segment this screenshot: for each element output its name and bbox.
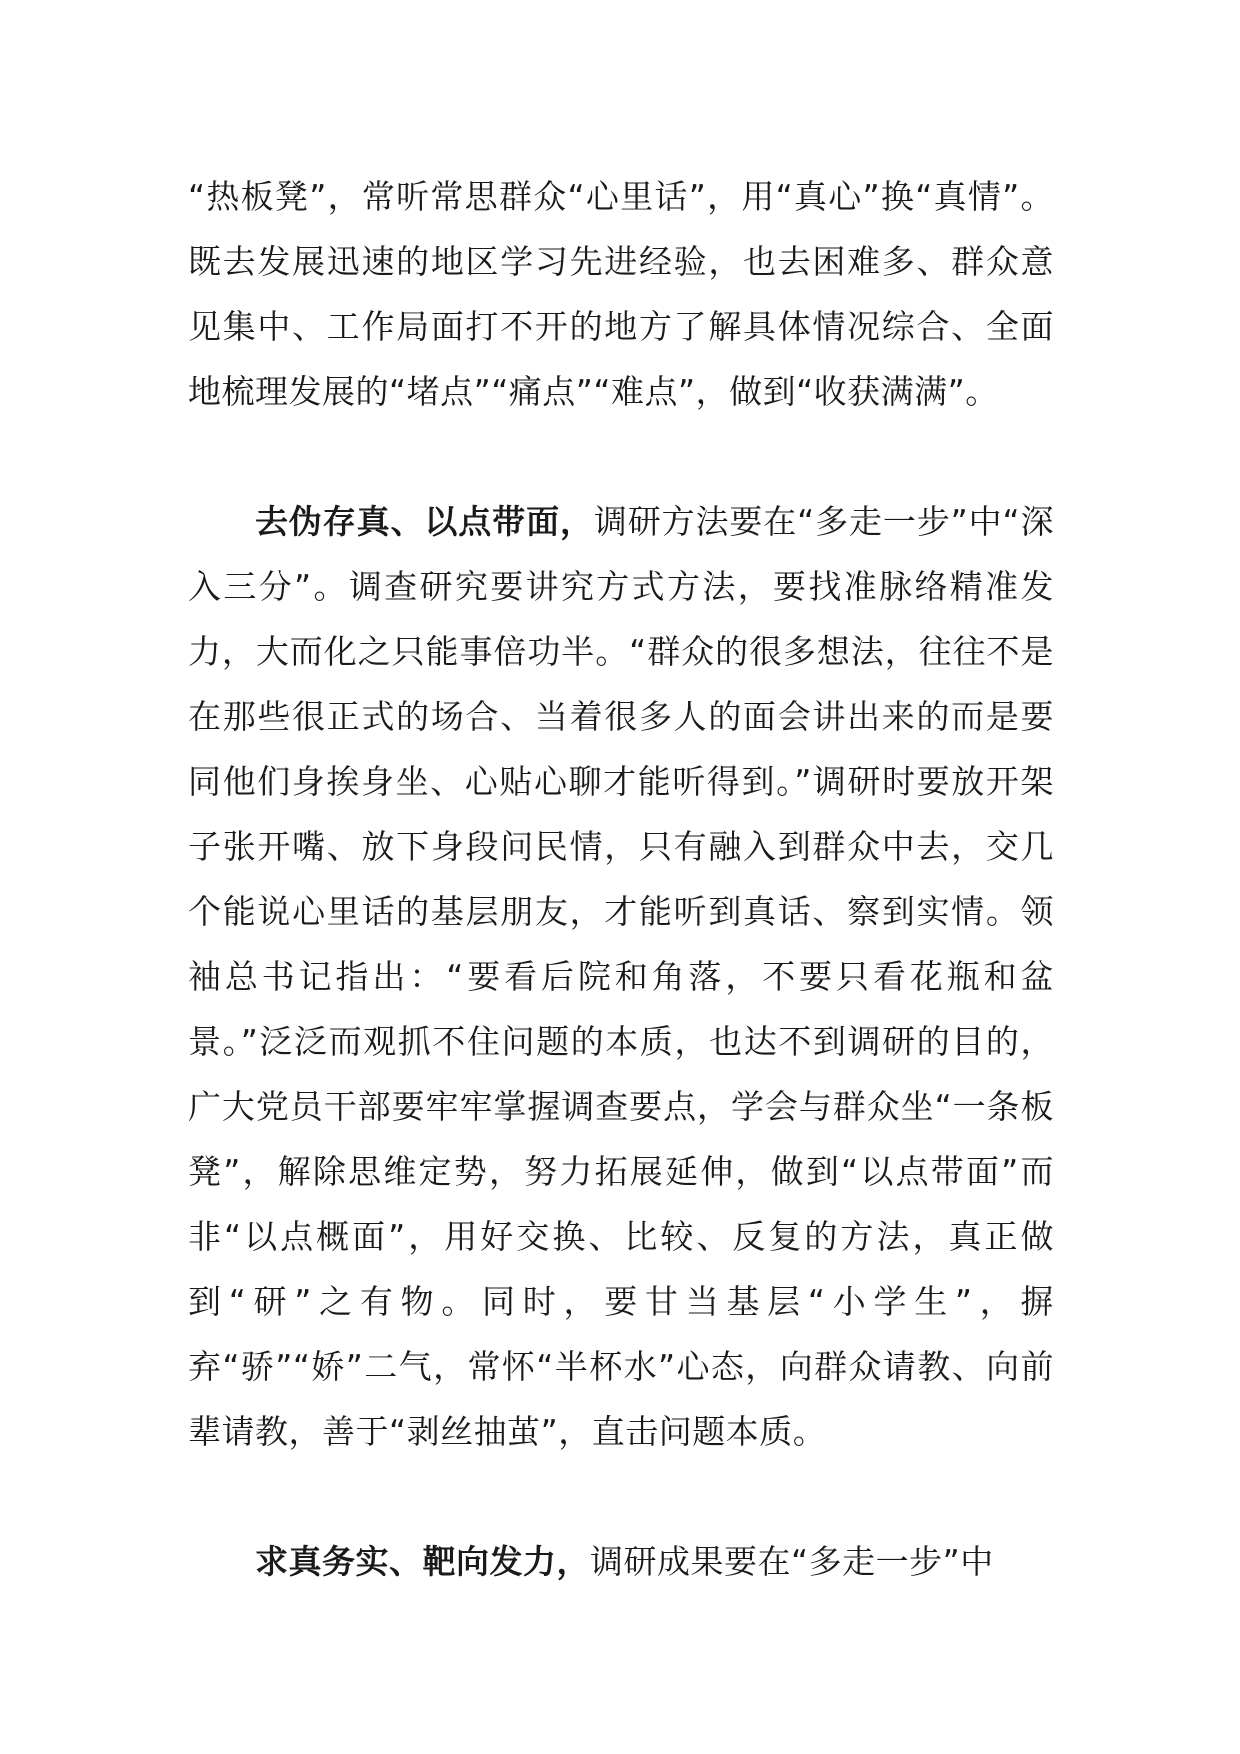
paragraph-continued	[188, 164, 1054, 424]
paragraph-text: 调研成果要在“多走一步”中	[590, 1542, 994, 1581]
paragraph-research-method	[188, 489, 1054, 1464]
paragraph-lead: 求真务实、靶向发力，	[255, 1542, 590, 1581]
paragraph-text: 调研方法要在“多走一步”中“深入三分”。调查研究要讲究方式方法，要找准脉络精准发力，大而化之只能事倍功半。“群众的很多想法，往往不是在那些很正式的场合、当着很多人的面会讲出来的而是要同他们身挨身坐、心贴心聊才能听得到。”调研时要放开架子张开嘴、放下身段问民情，只有融入到群众中去，交几个能说心里话的基层朋友，才能听到真话、察到实情。领袖总书记指出：“要看后院和角落，不要只看花瓶和盆景。”泛泛而观抓不住问题的本质，也达不到调研的目的，广大党员干部要牢牢掌握调查要点，学会与群众坐“一条板凳”，解除思维定势，努力拓展延伸，做到“以点带面”而非“以点概面”，用好交换、比较、反复的方法，真正做到“研”之有物。同时，要甘当基层“小学生”，摒弃“骄”“娇”二气，常怀“半杯水”心态，向群众请教、向前辈请教，善于“剥丝抽茧”，直击问题本质。	[188, 502, 1055, 1451]
paragraph-lead: 去伪存真、以点带面，	[255, 502, 594, 541]
paragraph-research-results	[188, 1529, 1054, 1594]
paragraph-body	[188, 489, 1054, 1464]
paragraph-text: “热板凳”，常听常思群众“心里话”，用“真心”换“真情”。既去发展迅速的地区学习先进经验，也去困难多、群众意见集中、工作局面打不开的地方了解具体情况综合、全面地梳理发展的“堵点”“痛点”“难点”，做到“收获满满”。	[188, 177, 1054, 411]
paragraph-body	[188, 1529, 1054, 1594]
